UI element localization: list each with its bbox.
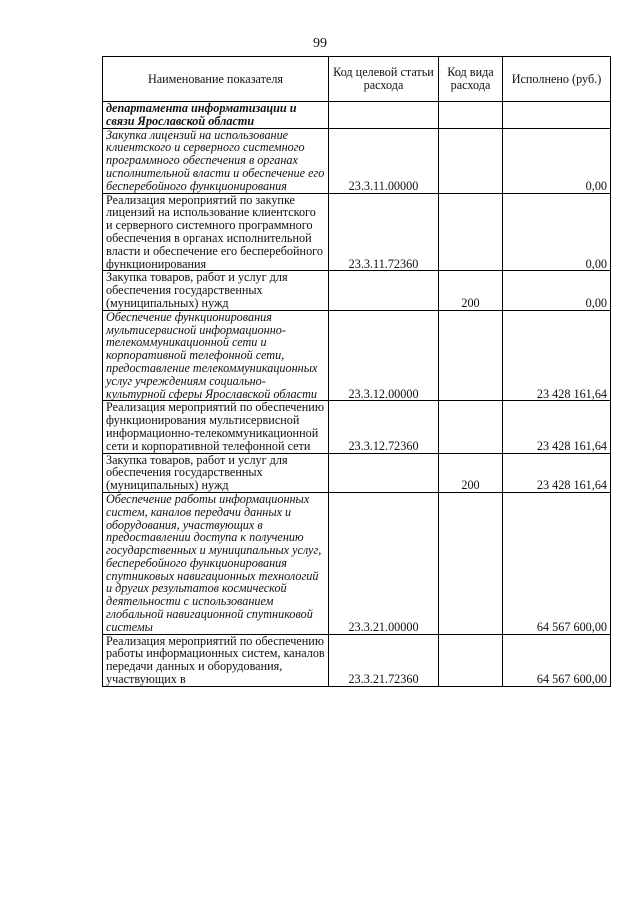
- row-indicator-name: Обеспечение работы информационных систем, каналов передачи данных и оборудования, участвующих в предоставлении доступа к получению государственных и муниципальных услуг, бесперебойного функционирования спутниковых навигационных технологий и других результатов космической деятельности с использованием глобальной навигационной спутниковой системы: [103, 492, 329, 634]
- table-header: [103, 57, 611, 102]
- table-row: [103, 128, 611, 193]
- row-executed-amount: 0,00: [503, 128, 611, 193]
- row-target-code: 23.3.21.00000: [329, 492, 439, 634]
- row-target-code: 23.3.11.00000: [329, 128, 439, 193]
- header-target-code: Код целевой статьи расхода: [329, 57, 439, 102]
- table-row: [103, 310, 611, 401]
- row-target-code: [329, 102, 439, 129]
- row-target-code: [329, 271, 439, 310]
- row-indicator-name: Реализация мероприятий по закупке лицензий на использование клиентского и серверного системного программного обеспечения в органах исполнительной власти и обеспечение его бесперебойного функционирования: [103, 193, 329, 271]
- row-expense-kind: [439, 193, 503, 271]
- row-target-code: [329, 453, 439, 492]
- header-indicator-name: Наименование показателя: [103, 57, 329, 102]
- header-row: [103, 57, 611, 102]
- row-target-code: 23.3.21.72360: [329, 634, 439, 686]
- row-executed-amount: 64 567 600,00: [503, 492, 611, 634]
- row-expense-kind: [439, 128, 503, 193]
- header-expense-kind: Код вида расхода: [439, 57, 503, 102]
- table-row: [103, 634, 611, 686]
- table-row: [103, 492, 611, 634]
- table-row: [103, 193, 611, 271]
- table-row: [103, 102, 611, 129]
- row-executed-amount: 23 428 161,64: [503, 401, 611, 453]
- row-executed-amount: 0,00: [503, 193, 611, 271]
- row-target-code: 23.3.11.72360: [329, 193, 439, 271]
- row-expense-kind: [439, 401, 503, 453]
- row-executed-amount: 0,00: [503, 271, 611, 310]
- row-indicator-name: Реализация мероприятий по обеспечению функционирования мультисервисной информационно-телекоммуникационной сети и корпоративной телефонной сети: [103, 401, 329, 453]
- row-executed-amount: 64 567 600,00: [503, 634, 611, 686]
- row-expense-kind: [439, 310, 503, 401]
- row-target-code: 23.3.12.00000: [329, 310, 439, 401]
- row-expense-kind: [439, 102, 503, 129]
- row-expense-kind: [439, 634, 503, 686]
- row-indicator-name: Обеспечение функционирования мультисервисной информационно-телекоммуникационной сети и корпоративной телефонной сети, предоставление телекоммуникационных услуг учреждениям социально-культурной сферы Ярославской области: [103, 310, 329, 401]
- row-executed-amount: [503, 102, 611, 129]
- table-row: [103, 453, 611, 492]
- row-indicator-name: Закупка лицензий на использование клиентского и серверного системного программного обеспечения в органах исполнительной власти и обеспечение его бесперебойного функционирования: [103, 128, 329, 193]
- table-body: [103, 102, 611, 687]
- row-executed-amount: 23 428 161,64: [503, 453, 611, 492]
- budget-execution-table: [102, 56, 611, 687]
- row-executed-amount: 23 428 161,64: [503, 310, 611, 401]
- row-expense-kind: 200: [439, 453, 503, 492]
- table-row: [103, 271, 611, 310]
- row-indicator-name: департамента информатизации и связи Ярославской области: [103, 102, 329, 129]
- table-row: [103, 401, 611, 453]
- row-target-code: 23.3.12.72360: [329, 401, 439, 453]
- row-indicator-name: Реализация мероприятий по обеспечению работы информационных систем, каналов передачи данных и оборудования, участвующих в: [103, 634, 329, 686]
- row-expense-kind: 200: [439, 271, 503, 310]
- header-executed-amount: Исполнено (руб.): [503, 57, 611, 102]
- page-number: 99: [313, 36, 327, 51]
- row-expense-kind: [439, 492, 503, 634]
- row-indicator-name: Закупка товаров, работ и услуг для обеспечения государственных (муниципальных) нужд: [103, 271, 329, 310]
- row-indicator-name: Закупка товаров, работ и услуг для обеспечения государственных (муниципальных) нужд: [103, 453, 329, 492]
